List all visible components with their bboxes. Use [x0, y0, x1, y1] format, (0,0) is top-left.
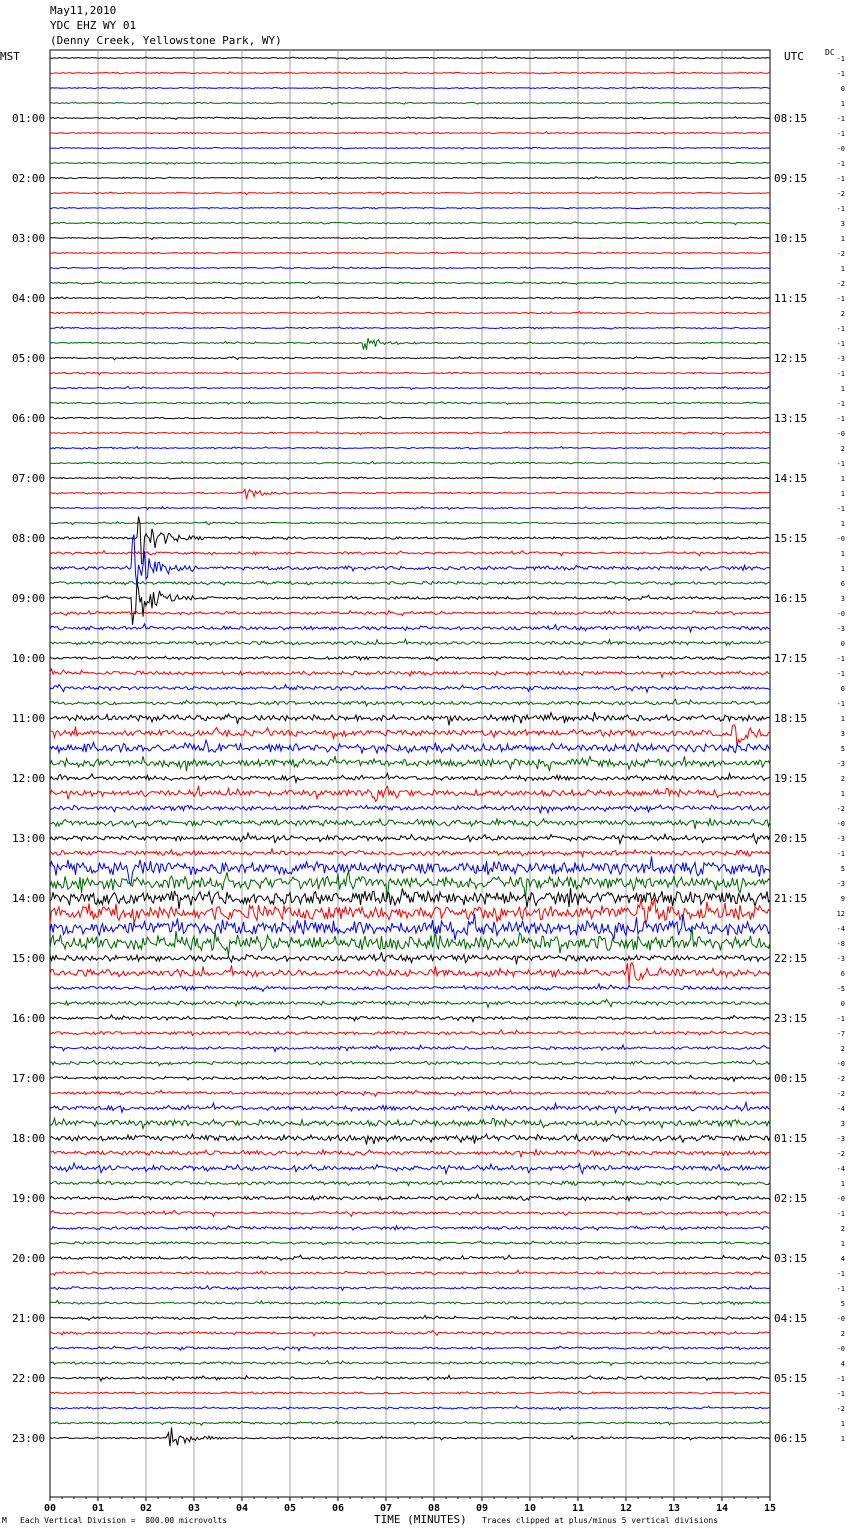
seismic-trace [50, 1134, 770, 1144]
x-tick-label: 12 [619, 1503, 633, 1514]
right-timezone-label: UTC [784, 50, 804, 63]
seismic-trace [50, 582, 770, 625]
dc-offset-label: 3 [840, 595, 845, 603]
mst-hour-label: 19:00 [12, 1192, 46, 1205]
x-tick-label: 11 [571, 1503, 585, 1514]
seismic-trace [50, 132, 770, 135]
seismic-trace [50, 477, 770, 480]
seismic-trace [50, 57, 770, 60]
utc-hour-label: 13:15 [774, 412, 808, 425]
dc-offset-label: -1 [836, 850, 845, 858]
dc-offset-label: 1 [840, 385, 845, 393]
plot-frame [50, 50, 770, 1497]
seismic-trace [50, 311, 770, 314]
seismic-trace [50, 1226, 770, 1230]
seismic-trace [50, 1286, 770, 1291]
dc-offset-label: 1 [840, 475, 845, 483]
dc-offset-label: -1 [836, 70, 845, 78]
x-tick-label: 04 [235, 1503, 249, 1514]
x-tick-label: 07 [379, 1503, 393, 1514]
dc-offset-label: 1 [840, 100, 845, 108]
seismic-trace [50, 432, 770, 435]
dc-offset-label: -2 [836, 1075, 845, 1083]
utc-hour-label: 21:15 [774, 892, 808, 905]
utc-hour-label: 00:15 [774, 1072, 808, 1085]
dc-offset-label: 12 [836, 910, 845, 918]
x-tick-label: 15 [763, 1503, 777, 1514]
mst-hour-label: 08:00 [12, 532, 46, 545]
seismic-trace [50, 387, 770, 390]
mst-hour-label: 23:00 [12, 1432, 46, 1445]
seismic-trace [50, 357, 770, 360]
utc-hour-label: 03:15 [774, 1252, 808, 1265]
utc-hour-label: 09:15 [774, 172, 808, 185]
footer-clip-note: Traces clipped at plus/minus 5 vertical divisions [482, 1516, 719, 1525]
mst-hour-label: 12:00 [12, 772, 46, 785]
dc-offset-label: -1 [836, 55, 845, 63]
utc-hour-label: 19:15 [774, 772, 808, 785]
dc-offset-label: 5 [840, 745, 845, 753]
dc-offset-label: 2 [840, 445, 845, 453]
seismic-trace [50, 237, 770, 239]
x-tick-label: 03 [187, 1503, 201, 1514]
footer-mark: M [2, 1516, 7, 1525]
mst-hour-label: 17:00 [12, 1072, 46, 1085]
utc-hour-label: 15:15 [774, 532, 808, 545]
dc-offset-label: -1 [836, 1285, 845, 1293]
dc-offset-label: -2 [836, 190, 845, 198]
seismic-trace [50, 805, 770, 813]
seismic-trace [50, 1163, 770, 1173]
seismic-trace [50, 551, 770, 556]
seismic-trace [50, 1300, 770, 1304]
dc-offset-label: -0 [836, 145, 845, 153]
seismic-trace [50, 699, 770, 706]
mst-hour-label: 01:00 [12, 112, 46, 125]
dc-offset-label: -7 [836, 1030, 845, 1038]
dc-offset-label: -3 [836, 880, 845, 888]
utc-hour-label: 18:15 [774, 712, 808, 725]
seismic-trace [50, 447, 770, 450]
dc-offset-label: 0 [840, 640, 845, 648]
seismic-trace [50, 147, 770, 149]
dc-offset-label: 2 [840, 1045, 845, 1053]
x-tick-label: 05 [283, 1503, 297, 1514]
dc-offset-label: -1 [836, 115, 845, 123]
dc-offset-label: 1 [840, 490, 845, 498]
dc-offset-label: -1 [836, 175, 845, 183]
dc-offset-label: -1 [836, 295, 845, 303]
dc-offset-label: -1 [836, 655, 845, 663]
seismic-trace [50, 1391, 770, 1394]
x-axis [44, 1497, 776, 1514]
dc-offset-label: -0 [836, 610, 845, 618]
seismic-trace [50, 1270, 770, 1275]
dc-offset-label: -1 [836, 1270, 845, 1278]
utc-hour-label: 06:15 [774, 1432, 808, 1445]
left-timezone-label: MST [0, 50, 20, 63]
seismic-trace [50, 786, 770, 801]
dc-label: DC [825, 48, 835, 57]
dc-offset-label: 1 [840, 1420, 845, 1428]
seismic-trace [50, 624, 770, 632]
seismic-trace [50, 1331, 770, 1336]
seismic-trace [50, 252, 770, 254]
mst-hour-label: 16:00 [12, 1012, 46, 1025]
seismic-trace [50, 1060, 770, 1065]
dc-offset-label: -1 [836, 1210, 845, 1218]
dc-offset-label: -1 [836, 1390, 845, 1398]
dc-offset-label: -1 [836, 460, 845, 468]
dc-offset-label: -1 [836, 415, 845, 423]
dc-offset-label: -0 [836, 820, 845, 828]
dc-offset-label: -1 [836, 400, 845, 408]
mst-hour-label: 21:00 [12, 1312, 46, 1325]
dc-offset-label: -1 [836, 370, 845, 378]
dc-offset-label: 1 [840, 1435, 845, 1443]
dc-offset-label: -3 [836, 955, 845, 963]
seismic-trace [50, 489, 770, 499]
dc-offset-label: -5 [836, 985, 845, 993]
x-tick-label: 06 [331, 1503, 345, 1514]
utc-hour-label: 16:15 [774, 592, 808, 605]
seismic-trace [50, 999, 770, 1007]
seismic-trace [50, 1346, 770, 1351]
utc-hour-label: 23:15 [774, 1012, 808, 1025]
seismic-trace [50, 522, 770, 525]
dc-offset-label: 1 [840, 550, 845, 558]
seismic-trace [50, 773, 770, 782]
seismic-trace [50, 740, 770, 753]
seismic-trace [50, 725, 770, 746]
seismic-trace [50, 372, 770, 375]
dc-offset-label: 6 [840, 685, 845, 693]
x-tick-label: 01 [91, 1503, 105, 1514]
seismic-trace [50, 327, 770, 330]
seismic-trace [50, 639, 770, 645]
seismic-trace [50, 192, 770, 194]
dc-offset-label: 6 [840, 580, 845, 588]
dc-offset-label: -2 [836, 280, 845, 288]
header-date: May11,2010 [50, 4, 117, 17]
seismic-trace [50, 222, 770, 225]
seismic-trace [50, 102, 770, 104]
dc-offset-label: -2 [836, 805, 845, 813]
dc-offset-label: -2 [836, 1090, 845, 1098]
dc-offset-label: -1 [836, 205, 845, 213]
seismic-trace [50, 1180, 770, 1186]
seismic-trace [50, 1210, 770, 1216]
mst-hour-label: 15:00 [12, 952, 46, 965]
dc-offset-label: 2 [840, 1330, 845, 1338]
seismic-trace [50, 1118, 770, 1128]
x-tick-label: 00 [43, 1503, 57, 1514]
mst-hour-label: 22:00 [12, 1372, 46, 1385]
seismic-trace [50, 856, 770, 884]
utc-hour-label: 22:15 [774, 952, 808, 965]
seismic-trace [50, 1255, 770, 1260]
utc-hour-label: 02:15 [774, 1192, 808, 1205]
seismic-trace [50, 177, 770, 179]
dc-offset-label: -1 [836, 505, 845, 513]
seismic-trace [50, 1241, 770, 1244]
dc-offset-label: 3 [840, 730, 845, 738]
utc-hour-label: 01:15 [774, 1132, 808, 1145]
seismic-trace [50, 1375, 770, 1381]
dc-offset-label: -1 [836, 325, 845, 333]
seismic-trace [50, 535, 770, 586]
seismic-trace [50, 1045, 770, 1052]
dc-offset-label: -2 [836, 1405, 845, 1413]
dc-offset-label: -4 [836, 925, 845, 933]
seismic-trace [50, 610, 770, 615]
mst-hour-label: 13:00 [12, 832, 46, 845]
utc-hour-label: 08:15 [774, 112, 808, 125]
seismic-trace [50, 1427, 770, 1446]
seismic-trace [50, 207, 770, 209]
seismic-trace [50, 712, 770, 725]
seismic-trace [50, 1075, 770, 1081]
dc-offset-label: -0 [836, 430, 845, 438]
seismic-trace [50, 684, 770, 692]
seismic-trace [50, 162, 770, 164]
dc-offset-label: -3 [836, 625, 845, 633]
seismic-trace [50, 87, 770, 89]
utc-hour-label: 04:15 [774, 1312, 808, 1325]
dc-offset-label: -0 [836, 535, 845, 543]
mst-hour-label: 11:00 [12, 712, 46, 725]
x-tick-label: 10 [523, 1503, 537, 1514]
seismic-trace [50, 282, 770, 285]
seismic-trace [50, 296, 770, 299]
seismic-trace [50, 1195, 770, 1201]
seismic-traces [50, 57, 770, 1447]
utc-hour-label: 20:15 [774, 832, 808, 845]
dc-offset-label: 3 [840, 220, 845, 228]
seismic-trace [50, 117, 770, 120]
dc-offset-label: -1 [836, 700, 845, 708]
dc-offset-label: 1 [840, 265, 845, 273]
dc-offset-label: -4 [836, 1105, 845, 1113]
seismic-trace [50, 849, 770, 857]
seismic-trace [50, 1150, 770, 1158]
dc-offset-label: 1 [840, 790, 845, 798]
dc-offset-label: -3 [836, 760, 845, 768]
dc-offset-label: 1 [840, 520, 845, 528]
mst-hour-label: 07:00 [12, 472, 46, 485]
mst-hour-label: 05:00 [12, 352, 46, 365]
dc-offset-label: 2 [840, 775, 845, 783]
dc-offset-label: 3 [840, 1120, 845, 1128]
seismic-trace [50, 1406, 770, 1410]
dc-offset-label: 2 [840, 310, 845, 318]
dc-offset-label: -1 [836, 1015, 845, 1023]
seismic-trace [50, 1102, 770, 1113]
dc-offset-label: -0 [836, 1315, 845, 1323]
dc-offset-label: 2 [840, 1225, 845, 1233]
dc-offset-label: -0 [836, 1195, 845, 1203]
seismic-trace [50, 507, 770, 510]
seismic-trace [50, 833, 770, 843]
time-grid [50, 50, 770, 1497]
seismic-trace [50, 1361, 770, 1366]
mst-hour-label: 18:00 [12, 1132, 46, 1145]
seismic-trace [50, 267, 770, 269]
dc-offset-label: -1 [836, 340, 845, 348]
seismic-trace [50, 963, 770, 985]
utc-hour-label: 05:15 [774, 1372, 808, 1385]
mst-hour-labels [12, 112, 45, 1445]
x-tick-label: 13 [667, 1503, 681, 1514]
dc-offset-label: -4 [836, 1165, 845, 1173]
dc-offset-label: -3 [836, 835, 845, 843]
mst-hour-label: 14:00 [12, 892, 46, 905]
dc-offset-label: -0 [836, 1060, 845, 1068]
dc-offset-label: -2 [836, 1150, 845, 1158]
mst-hour-label: 02:00 [12, 172, 46, 185]
mst-hour-label: 04:00 [12, 292, 46, 305]
seismic-trace [50, 1315, 770, 1320]
dc-offset-label: -3 [836, 355, 845, 363]
footer-scale: Each Vertical Division = 800.00 microvolts [20, 1516, 228, 1525]
utc-hour-label: 12:15 [774, 352, 808, 365]
seismic-trace [50, 72, 770, 74]
utc-hour-labels [774, 112, 807, 1445]
mst-hour-label: 06:00 [12, 412, 46, 425]
dc-offset-label: 5 [840, 865, 845, 873]
dc-offset-label: 9 [840, 895, 845, 903]
utc-hour-label: 10:15 [774, 232, 808, 245]
seismic-trace [50, 669, 770, 678]
x-tick-label: 08 [427, 1503, 441, 1514]
dc-offset-label: -0 [836, 1345, 845, 1353]
seismic-trace [50, 984, 770, 991]
seismic-trace [50, 338, 770, 350]
seismic-trace [50, 1015, 770, 1022]
seismic-trace [50, 888, 770, 909]
dc-offset-label: 1 [840, 235, 845, 243]
dc-offset-label: 0 [840, 1000, 845, 1008]
dc-offset-label: -1 [836, 160, 845, 168]
dc-offset-label: 5 [840, 1300, 845, 1308]
header-station: YDC EHZ WY 01 [50, 19, 137, 32]
dc-offset-label: 4 [840, 1360, 845, 1368]
seismic-trace [50, 818, 770, 829]
mst-hour-label: 10:00 [12, 652, 46, 665]
dc-offset-label: -1 [836, 130, 845, 138]
x-tick-label: 02 [139, 1503, 153, 1514]
seismic-trace [50, 756, 770, 771]
dc-offset-label: -2 [836, 250, 845, 258]
seismic-trace [50, 581, 770, 585]
x-tick-label: 14 [715, 1503, 729, 1514]
dc-offset-label: -8 [836, 940, 845, 948]
seismic-trace [50, 401, 770, 404]
seismic-trace [50, 417, 770, 419]
dc-offset-labels [837, 55, 845, 1443]
utc-hour-label: 17:15 [774, 652, 808, 665]
utc-hour-label: 14:15 [774, 472, 808, 485]
dc-offset-label: 1 [840, 1240, 845, 1248]
dc-offset-label: 1 [840, 1180, 845, 1188]
dc-offset-label: 1 [840, 715, 845, 723]
seismic-trace [50, 952, 770, 964]
seismic-trace [50, 1090, 770, 1096]
dc-offset-label: 4 [840, 1255, 845, 1263]
dc-offset-label: -3 [836, 1135, 845, 1143]
seismic-trace [50, 656, 770, 661]
header-location: (Denny Creek, Yellowstone Park, WY) [50, 34, 282, 47]
mst-hour-label: 03:00 [12, 232, 46, 245]
seismic-trace [50, 1421, 770, 1425]
seismic-trace [50, 1030, 770, 1036]
mst-hour-label: 09:00 [12, 592, 46, 605]
mst-hour-label: 20:00 [12, 1252, 46, 1265]
dc-offset-label: 0 [840, 85, 845, 93]
seismic-trace [50, 461, 770, 464]
x-tick-label: 09 [475, 1503, 489, 1514]
dc-offset-label: 6 [840, 970, 845, 978]
dc-offset-label: 1 [840, 565, 845, 573]
x-axis-title: TIME (MINUTES) [374, 1513, 467, 1526]
utc-hour-label: 11:15 [774, 292, 808, 305]
dc-offset-label: -1 [836, 670, 845, 678]
dc-offset-label: -1 [836, 1375, 845, 1383]
